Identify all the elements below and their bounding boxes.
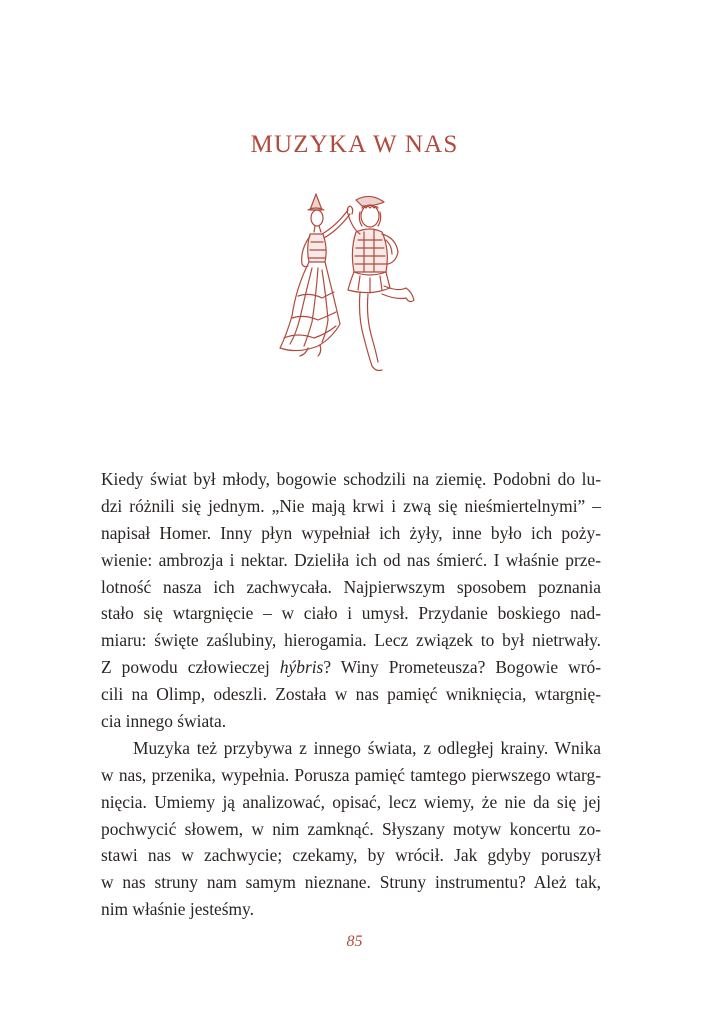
text-line: lotność nasza ich zachwycała. Najpierwszym sposobem poznania	[101, 576, 601, 597]
text-line: Muzyka też przybywa z innego świata, z odległej krainy. Wnika	[133, 737, 601, 758]
text-line: w nas struny nam samym nieznane. Struny instrumentu? Ależ tak,	[101, 872, 601, 893]
text-line: nim właśnie jesteśmy.	[101, 899, 254, 920]
italic-term: hýbris	[279, 657, 324, 678]
text-line: wienie: ambrozja i nektar. Dzieliła ich od nas śmierć. I właśnie prze-	[101, 549, 601, 570]
body-text	[101, 466, 601, 923]
text-line: cili na Olimp, odeszli. Została w nas pamięć wniknięcia, wtargnię-	[101, 684, 601, 705]
text-line	[101, 654, 601, 681]
chapter-title: MUZYKA W NAS	[250, 131, 459, 158]
text-line: w nas, przenika, wypełnia. Porusza pamięć tamtego pierwszego wtarg-	[101, 764, 601, 785]
text-line: miaru: święte zaślubiny, hierogamia. Lecz związek to był nietrwały.	[101, 630, 601, 651]
dancing-couple-icon	[278, 188, 418, 378]
text-line: Kiedy świat był młody, bogowie schodzili na ziemię. Podobni do lu-	[101, 469, 601, 489]
text-line: dzi różnili się jednym. „Nie mają krwi i zwą się nieśmiertelnymi” –	[101, 495, 601, 516]
paragraph-2	[101, 735, 601, 923]
paragraph-1	[101, 466, 601, 735]
text-segment: Z powodu człowieczej	[101, 657, 280, 678]
text-line: pochwycić słowem, w nim zamknąć. Słyszany motyw koncertu zo-	[101, 818, 601, 839]
text-line: stało się wtargnięcie – w ciało i umysł. Przydanie boskiego nad-	[101, 603, 601, 624]
text-line: stawi nas w zachwycie; czekamy, by wrócił. Jak gdyby poruszył	[101, 845, 601, 866]
text-line: nięcia. Umiemy ją analizować, opisać, lecz wiemy, że nie da się jej	[101, 791, 601, 812]
text-line: cia innego świata.	[101, 711, 227, 732]
text-segment: ? Winy Prometeusza? Bogowie wró-	[323, 657, 601, 678]
text-line: napisał Homer. Inny płyn wypełniał ich żyły, inne było ich poży-	[101, 522, 601, 543]
page-number: 85	[346, 933, 363, 950]
